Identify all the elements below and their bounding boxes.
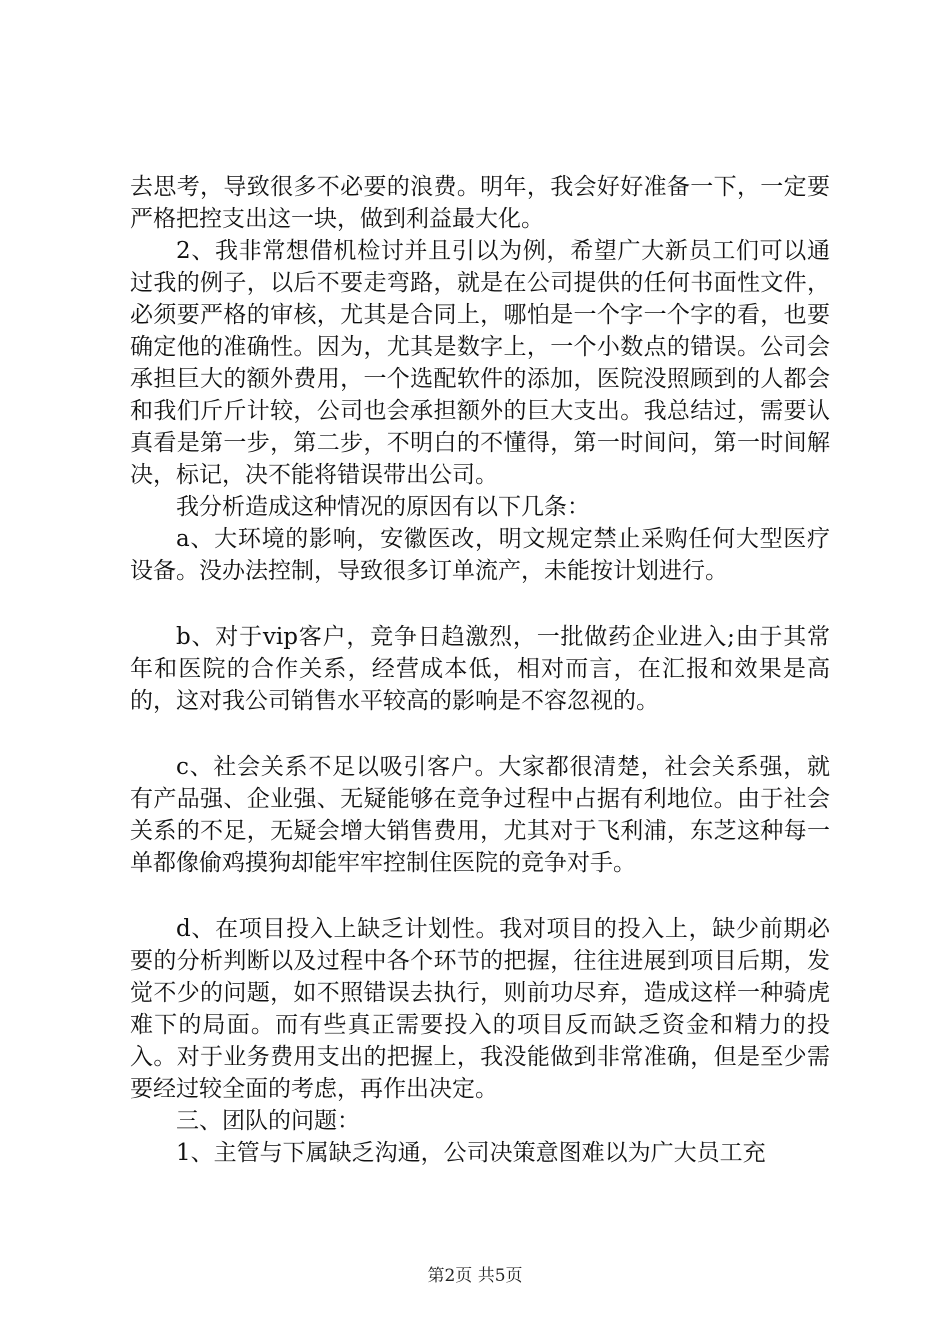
paragraph-team-1: 1、主管与下属缺乏沟通，公司决策意图难以为广大员工充 [176,1140,766,1166]
paragraph-3: 我分析造成这种情况的原因有以下几条： [176,494,590,520]
paragraph-2: 2、我非常想借机检讨并且引以为例，希望广大新员工们可以通过我的例子，以后不要走弯路，就是在公司提供的任何书面性文件，必须要严格的审核，尤其是合同上，哪怕是一个字一个字的看，也要确定他的准确性。因为，尤其是数字上，一个小数点的错误。公司会承担巨大的额外费用，一个选配软件的添加，医院没照顾到的人都会和我们斤斤计较，公司也会承担额外的巨大支出。我总结过，需要认真看是第一步，第二步，不明白的不懂得，第一时间问，第一时间解决，标记，决不能将错误带出公司。 [130,238,830,488]
paragraph-1: 去思考，导致很多不必要的浪费。明年，我会好好准备一下，一定要严格把控支出这一块，做到利益最大化。 [130,174,830,232]
paragraph-a: a、大环境的影响，安徽医改，明文规定禁止采购任何大型医疗设备。没办法控制，导致很多订单流产，未能按计划进行。 [130,526,830,584]
section-heading-team: 三、团队的问题： [176,1108,360,1134]
paragraph-c: c、社会关系不足以吸引客户。大家都很清楚，社会关系强，就有产品强、企业强、无疑能够在竞争过程中占据有利地位。由于社会关系的不足，无疑会增大销售费用，尤其对于飞利浦，东芝这种每一单都像偷鸡摸狗却能牢牢控制住医院的竞争对手。 [130,754,830,876]
page-number-footer: 第2页 共5页 [427,1266,523,1286]
paragraph-d: d、在项目投入上缺乏计划性。我对项目的投入上，缺少前期必要的分析判断以及过程中各个环节的把握，往往进展到项目后期，发觉不少的问题，如不照错误去执行，则前功尽弃，造成这样一种骑虎难下的局面。而有些真正需要投入的项目反而缺乏资金和精力的投入。对于业务费用支出的把握上，我没能做到非常准确，但是至少需要经过较全面的考虑，再作出决定。 [130,916,830,1102]
document-body [130,171,830,1169]
paragraph-b: b、对于vip客户，竞争日趋激烈，一批做药企业进入;由于其常年和医院的合作关系，经营成本低，相对而言，在汇报和效果是高的，这对我公司销售水平较高的影响是不容忽视的。 [130,624,830,714]
